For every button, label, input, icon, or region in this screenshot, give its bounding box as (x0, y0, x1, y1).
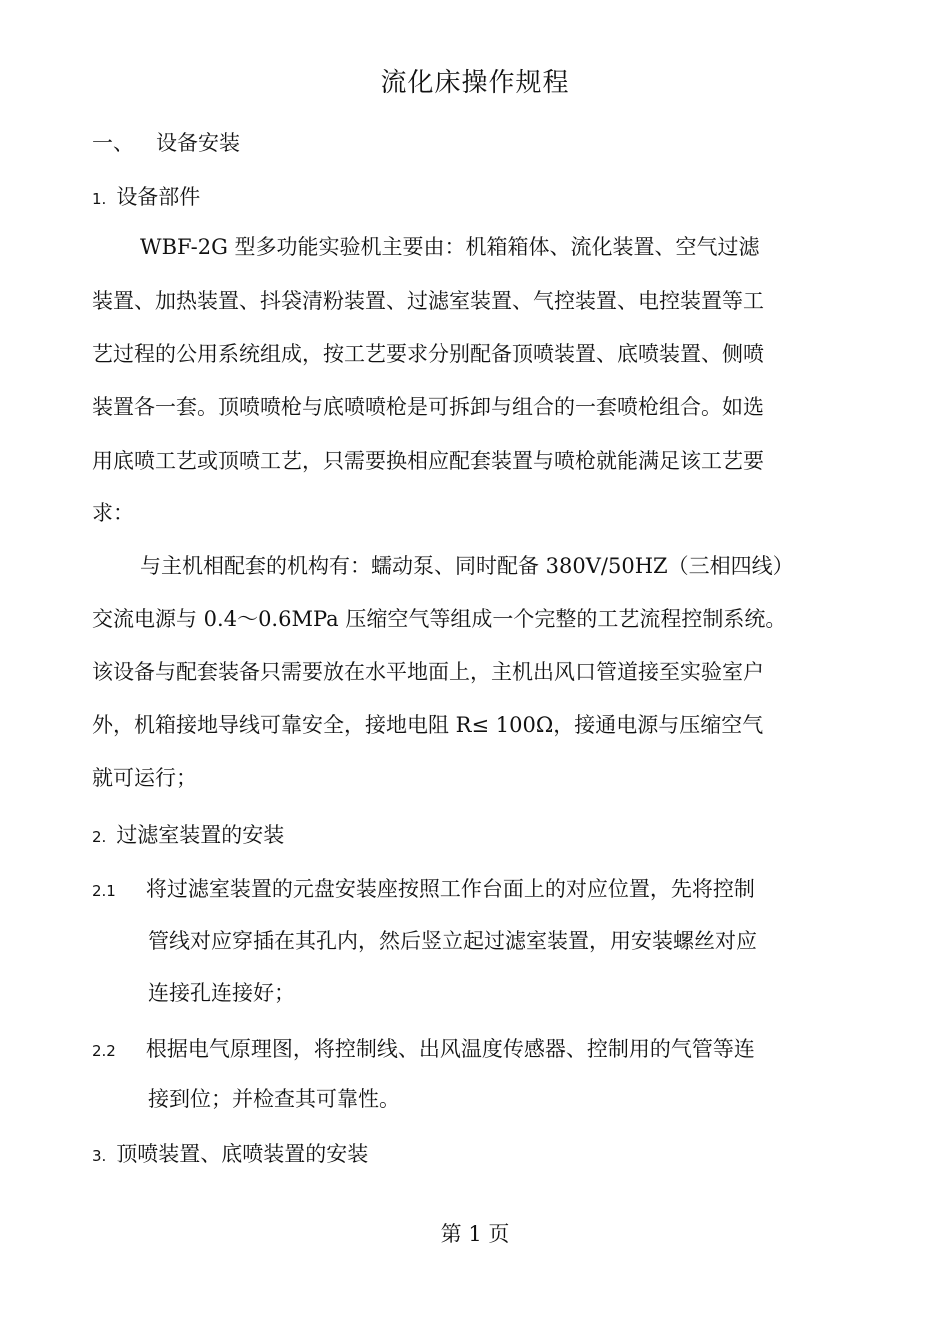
paragraph-line: 外，机箱接地导线可靠安全，接地电阻 R≤ 100Ω，接通电源与压缩空气 (92, 713, 764, 737)
paragraph-line: WBF-2G 型多功能实验机主要由：机箱箱体、流化装置、空气过滤 (140, 235, 760, 259)
item-heading-3 (92, 1144, 368, 1165)
paragraph-line: 装置各一套。顶喷喷枪与底喷喷枪是可拆卸与组合的一套喷枪组合。如选 (92, 395, 764, 419)
paragraph-line: 就可运行； (92, 766, 197, 790)
subitem-line: 接到位；并检查其可靠性。 (148, 1087, 400, 1111)
subitem-line: 根据电气原理图，将控制线、出风温度传感器、控制用的气管等连 (145, 1037, 755, 1061)
paragraph-line: 交流电源与 0.4～0.6MPa 压缩空气等组成一个完整的工艺流程控制系统。 (92, 607, 787, 631)
page-footer: 第 1 页 (440, 1222, 510, 1246)
item-number: 2. (92, 828, 107, 846)
item-number: 3. (92, 1147, 107, 1165)
document-title: 流化床操作规程 (380, 68, 570, 98)
item-number: 1. (92, 190, 107, 208)
subitem-line: 管线对应穿插在其孔内，然后竖立起过滤室装置，用安装螺丝对应 (148, 929, 757, 953)
subitem-number: 2.2 (92, 1042, 116, 1060)
item-heading-1 (92, 187, 200, 208)
paragraph-line: 用底喷工艺或顶喷工艺，只需要换相应配套装置与喷枪就能满足该工艺要 (92, 449, 764, 473)
subitem-line: 连接孔连接好； (148, 981, 295, 1005)
paragraph-line: 求： (92, 501, 134, 525)
item-label: 顶喷装置、底喷装置的安装 (116, 1142, 369, 1166)
section-number: 一、 (92, 131, 134, 155)
paragraph-line: 与主机相配套的机构有：蠕动泵、同时配备 380V/50HZ（三相四线） (140, 554, 794, 578)
subitem-line: 将过滤室装置的元盘安装座按照工作台面上的对应位置，先将控制 (145, 877, 755, 901)
paragraph-line: 艺过程的公用系统组成，按工艺要求分别配备顶喷装置、底喷装置、侧喷 (92, 342, 764, 366)
item-heading-2 (92, 825, 284, 846)
item-label: 设备部件 (116, 185, 201, 209)
subitem-number: 2.1 (92, 882, 116, 900)
subitem-2-2 (92, 1039, 755, 1060)
section-label: 设备安装 (156, 131, 240, 155)
subitem-2-1 (92, 879, 755, 900)
paragraph-line: 该设备与配套装备只需要放在水平地面上，主机出风口管道接至实验室户 (92, 660, 764, 684)
section-heading-1 (92, 133, 240, 154)
paragraph-line: 装置、加热装置、抖袋清粉装置、过滤室装置、气控装置、电控装置等工 (92, 289, 764, 313)
item-label: 过滤室装置的安装 (116, 823, 285, 847)
